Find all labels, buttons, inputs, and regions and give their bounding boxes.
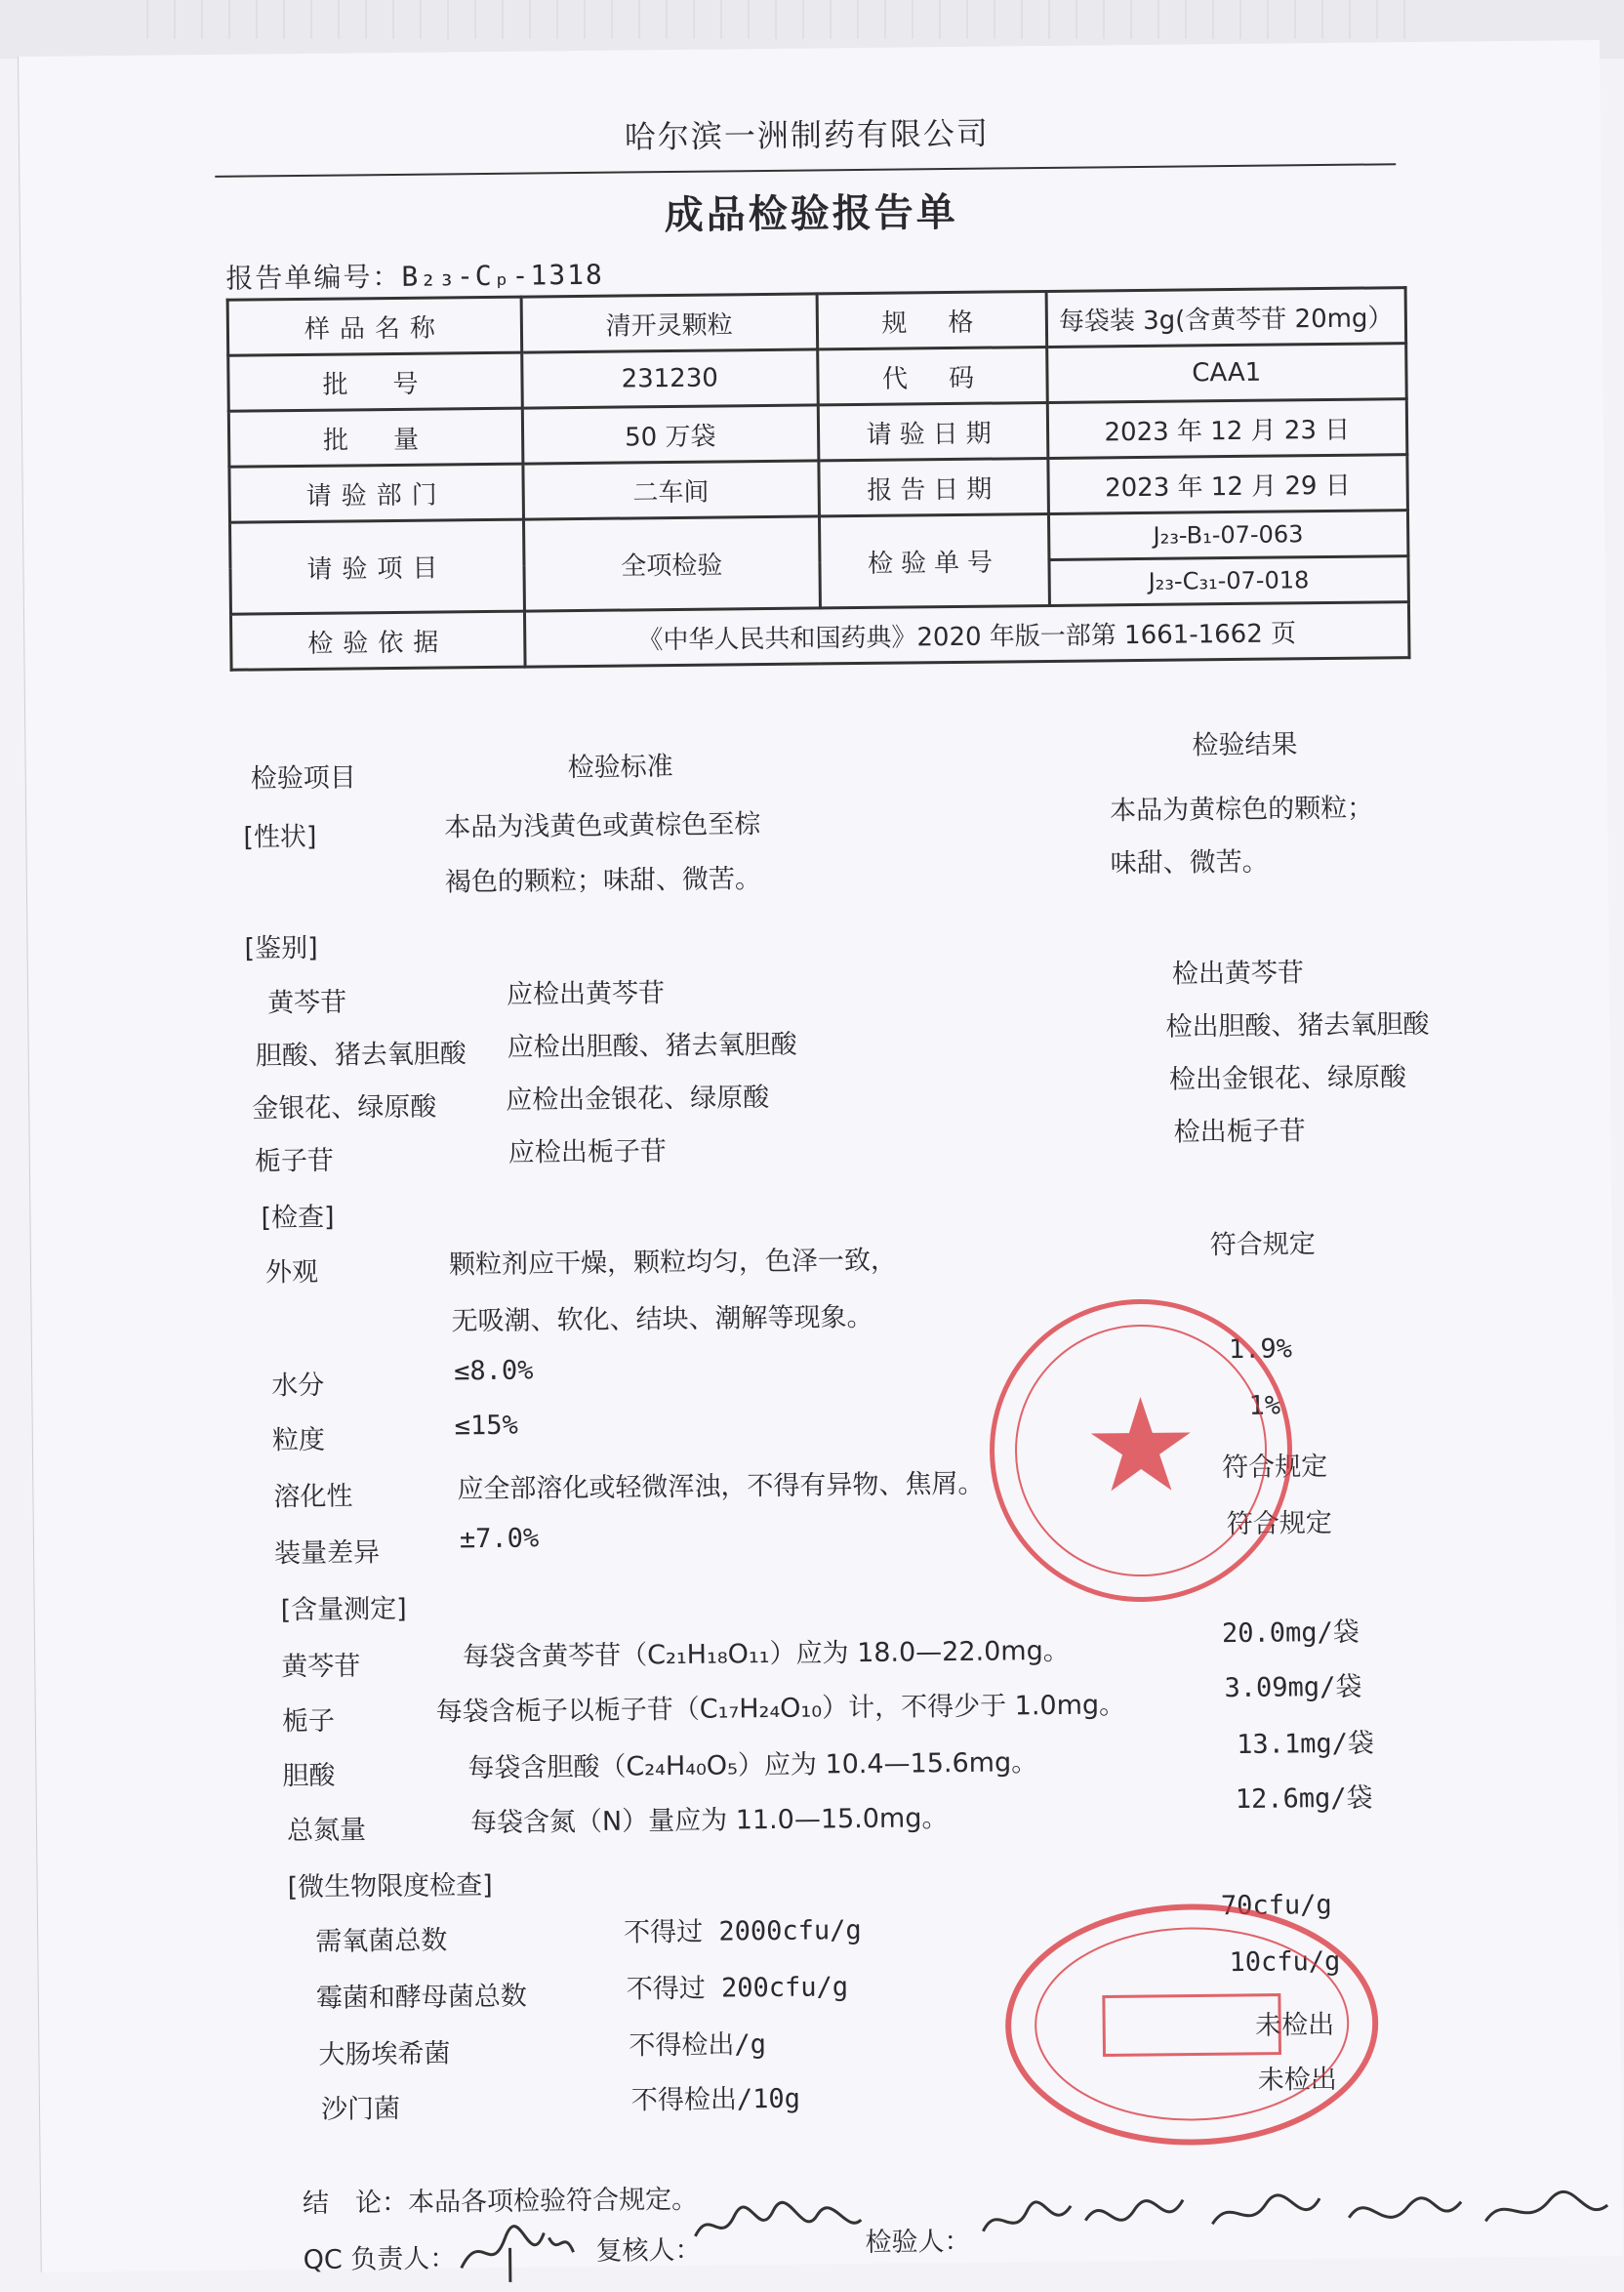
micro-standard-1: 不得过 2000cfu/g xyxy=(623,1915,862,1948)
request-date-label: 请验日期 xyxy=(818,402,1048,460)
ident-result-4: 检出栀子苷 xyxy=(1173,1116,1306,1148)
header-rule xyxy=(215,163,1396,178)
ident-standard-2: 应检出胆酸、猪去氧胆酸 xyxy=(507,1029,797,1063)
ident-item-2: 胆酸、猪去氧胆酸 xyxy=(255,1039,467,1072)
col-item-header: 检验项目 xyxy=(250,762,356,795)
items-value: 全项检验 xyxy=(523,516,820,611)
ident-standard-3: 应检出金银花、绿原酸 xyxy=(506,1082,770,1116)
dept-label: 请验部门 xyxy=(229,464,524,522)
ident-item-3: 金银花、绿原酸 xyxy=(252,1091,437,1125)
section-assay: [含量测定] xyxy=(280,1593,407,1626)
micro-result-3: 未检出 xyxy=(1255,2009,1335,2041)
col-result-header: 检验结果 xyxy=(1192,729,1298,761)
ident-result-2: 检出胆酸、猪去氧胆酸 xyxy=(1165,1008,1430,1043)
qc-label: QC 负责人： xyxy=(303,2243,457,2276)
spec-value: 每袋装 3g(含黄芩苷 20mg） xyxy=(1046,288,1406,348)
granule-standard: ≤15% xyxy=(454,1410,518,1442)
qc-signature xyxy=(451,2208,579,2287)
section-micro: [微生物限度检查] xyxy=(287,1870,493,1903)
granule-item: 粒度 xyxy=(271,1424,326,1456)
character-result-1: 本品为黄棕色的颗粒； xyxy=(1109,793,1374,827)
test-no-value-2: J₂₃-C₃₁-07-018 xyxy=(1049,556,1409,606)
fill-standard: ±7.0% xyxy=(459,1523,540,1555)
report-number-value: B₂₃-Cₚ-1318 xyxy=(401,258,604,293)
section-inspection: [检查] xyxy=(261,1202,335,1234)
background-lines xyxy=(146,0,1415,39)
fill-result: 符合规定 xyxy=(1226,1507,1332,1540)
assay-standard-2: 每袋含栀子以栀子苷（C₁₇H₂₄O₁₀）计，不得少于 1.0mg。 xyxy=(435,1690,1126,1728)
code-value: CAA1 xyxy=(1046,344,1406,403)
sample-name-label: 样品名称 xyxy=(227,297,522,355)
appearance-standard-2: 无吸潮、软化、结块、潮解等现象。 xyxy=(451,1301,873,1337)
sample-name-value: 清开灵颗粒 xyxy=(521,294,817,352)
character-standard-1: 本品为浅黄色或黄棕色至棕 xyxy=(444,809,761,843)
solubility-standard: 应全部溶化或轻微浑浊，不得有异物、焦屑。 xyxy=(457,1468,985,1505)
conclusion-label: 结 论： xyxy=(302,2187,409,2220)
micro-result-4: 未检出 xyxy=(1257,2064,1337,2096)
assay-item-3: 胆酸 xyxy=(282,1760,336,1792)
character-standard-2: 褐色的颗粒；味甜、微苦。 xyxy=(444,864,762,898)
ident-item-1: 黄芩苷 xyxy=(267,987,347,1019)
inspector-signatures xyxy=(978,2176,1613,2261)
assay-result-2: 3.09mg/袋 xyxy=(1224,1671,1362,1704)
appearance-result: 符合规定 xyxy=(1209,1229,1316,1261)
micro-item-3: 大肠埃希菌 xyxy=(318,2038,451,2070)
micro-item-4: 沙门菌 xyxy=(320,2094,401,2125)
solubility-result: 符合规定 xyxy=(1222,1452,1328,1484)
assay-standard-1: 每袋含黄芩苷（C₂₁H₁₈O₁₁）应为 18.0—22.0mg。 xyxy=(463,1635,1070,1673)
inspector-label: 检验人： xyxy=(865,2226,971,2259)
company-name: 哈尔滨一洲制药有限公司 xyxy=(624,114,991,156)
micro-item-1: 需氧菌总数 xyxy=(315,1925,448,1957)
report-title: 成品检验报告单 xyxy=(664,189,958,239)
granule-result: 1% xyxy=(1248,1390,1281,1421)
micro-result-1: 70cfu/g xyxy=(1220,1890,1332,1922)
appearance-standard-1: 颗粒剂应干燥，颗粒均匀，色泽一致， xyxy=(448,1245,898,1281)
appearance-item: 外观 xyxy=(264,1256,319,1289)
batch-no-label: 批 号 xyxy=(228,352,523,411)
micro-result-2: 10cfu/g xyxy=(1229,1945,1341,1979)
micro-standard-2: 不得过 200cfu/g xyxy=(626,1972,849,2005)
ident-standard-4: 应检出栀子苷 xyxy=(508,1136,667,1168)
info-table xyxy=(226,286,1411,672)
ident-standard-1: 应检出黄芩苷 xyxy=(506,978,666,1010)
test-no-value-1: J₂₃-B₁-07-063 xyxy=(1048,511,1408,560)
report-number xyxy=(225,254,604,297)
assay-result-3: 13.1mg/袋 xyxy=(1237,1728,1375,1761)
moisture-result: 1.9% xyxy=(1228,1333,1293,1366)
request-date-value: 2023 年 12 月 23 日 xyxy=(1047,399,1407,459)
reviewer-signature xyxy=(690,2195,867,2256)
moisture-item: 水分 xyxy=(271,1370,325,1402)
ident-result-3: 检出金银花、绿原酸 xyxy=(1168,1062,1407,1095)
assay-result-1: 20.0mg/袋 xyxy=(1221,1617,1360,1650)
assay-item-1: 黄芩苷 xyxy=(281,1651,361,1683)
dept-value: 二车间 xyxy=(523,461,819,519)
report-date-value: 2023 年 12 月 29 日 xyxy=(1047,455,1407,514)
micro-standard-4: 不得检出/10g xyxy=(630,2083,801,2116)
code-label: 代 码 xyxy=(817,347,1047,404)
character-result-2: 味甜、微苦。 xyxy=(1110,846,1269,880)
basis-label: 检验依据 xyxy=(230,611,525,670)
assay-standard-3: 每袋含胆酸（C₂₄H₄₀O₅）应为 10.4—15.6mg。 xyxy=(467,1747,1038,1784)
fill-item: 装量差异 xyxy=(273,1537,381,1570)
assay-standard-4: 每袋含氮（N）量应为 11.0—15.0mg。 xyxy=(469,1803,949,1839)
basis-value: 《中华人民共和国药典》2020 年版一部第 1661-1662 页 xyxy=(524,602,1409,667)
items-label: 请验项目 xyxy=(230,519,525,614)
conclusion-text: 本品各项检验符合规定。 xyxy=(407,2184,699,2218)
batch-size-value: 50 万袋 xyxy=(522,405,818,464)
spec-label: 规 格 xyxy=(817,291,1047,348)
batch-size-label: 批 量 xyxy=(228,408,523,467)
report-paper xyxy=(18,40,1623,2276)
report-number-label: 报告单编号： xyxy=(225,260,402,295)
section-identification: [鉴别] xyxy=(244,932,318,964)
batch-no-value: 231230 xyxy=(522,349,818,408)
ident-item-4: 栀子苷 xyxy=(254,1145,335,1177)
reviewer-label: 复核人： xyxy=(595,2234,702,2267)
test-no-label: 检验单号 xyxy=(819,513,1049,607)
micro-item-2: 霉菌和酵母菌总数 xyxy=(315,1981,527,2014)
section-character: [性状] xyxy=(243,821,317,853)
report-date-label: 报告日期 xyxy=(818,458,1048,515)
quality-seal-stamp xyxy=(1004,1903,1380,2148)
solubility-item: 溶化性 xyxy=(273,1481,353,1513)
moisture-standard: ≤8.0% xyxy=(453,1355,534,1387)
micro-standard-3: 不得检出/g xyxy=(629,2029,767,2062)
assay-item-4: 总氮量 xyxy=(286,1815,367,1847)
company-seal-stamp xyxy=(988,1297,1293,1603)
col-standard-header: 检验标准 xyxy=(567,752,673,784)
assay-item-2: 栀子 xyxy=(281,1705,336,1738)
ident-result-1: 检出黄芩苷 xyxy=(1171,958,1305,990)
assay-result-4: 12.6mg/袋 xyxy=(1235,1782,1373,1816)
